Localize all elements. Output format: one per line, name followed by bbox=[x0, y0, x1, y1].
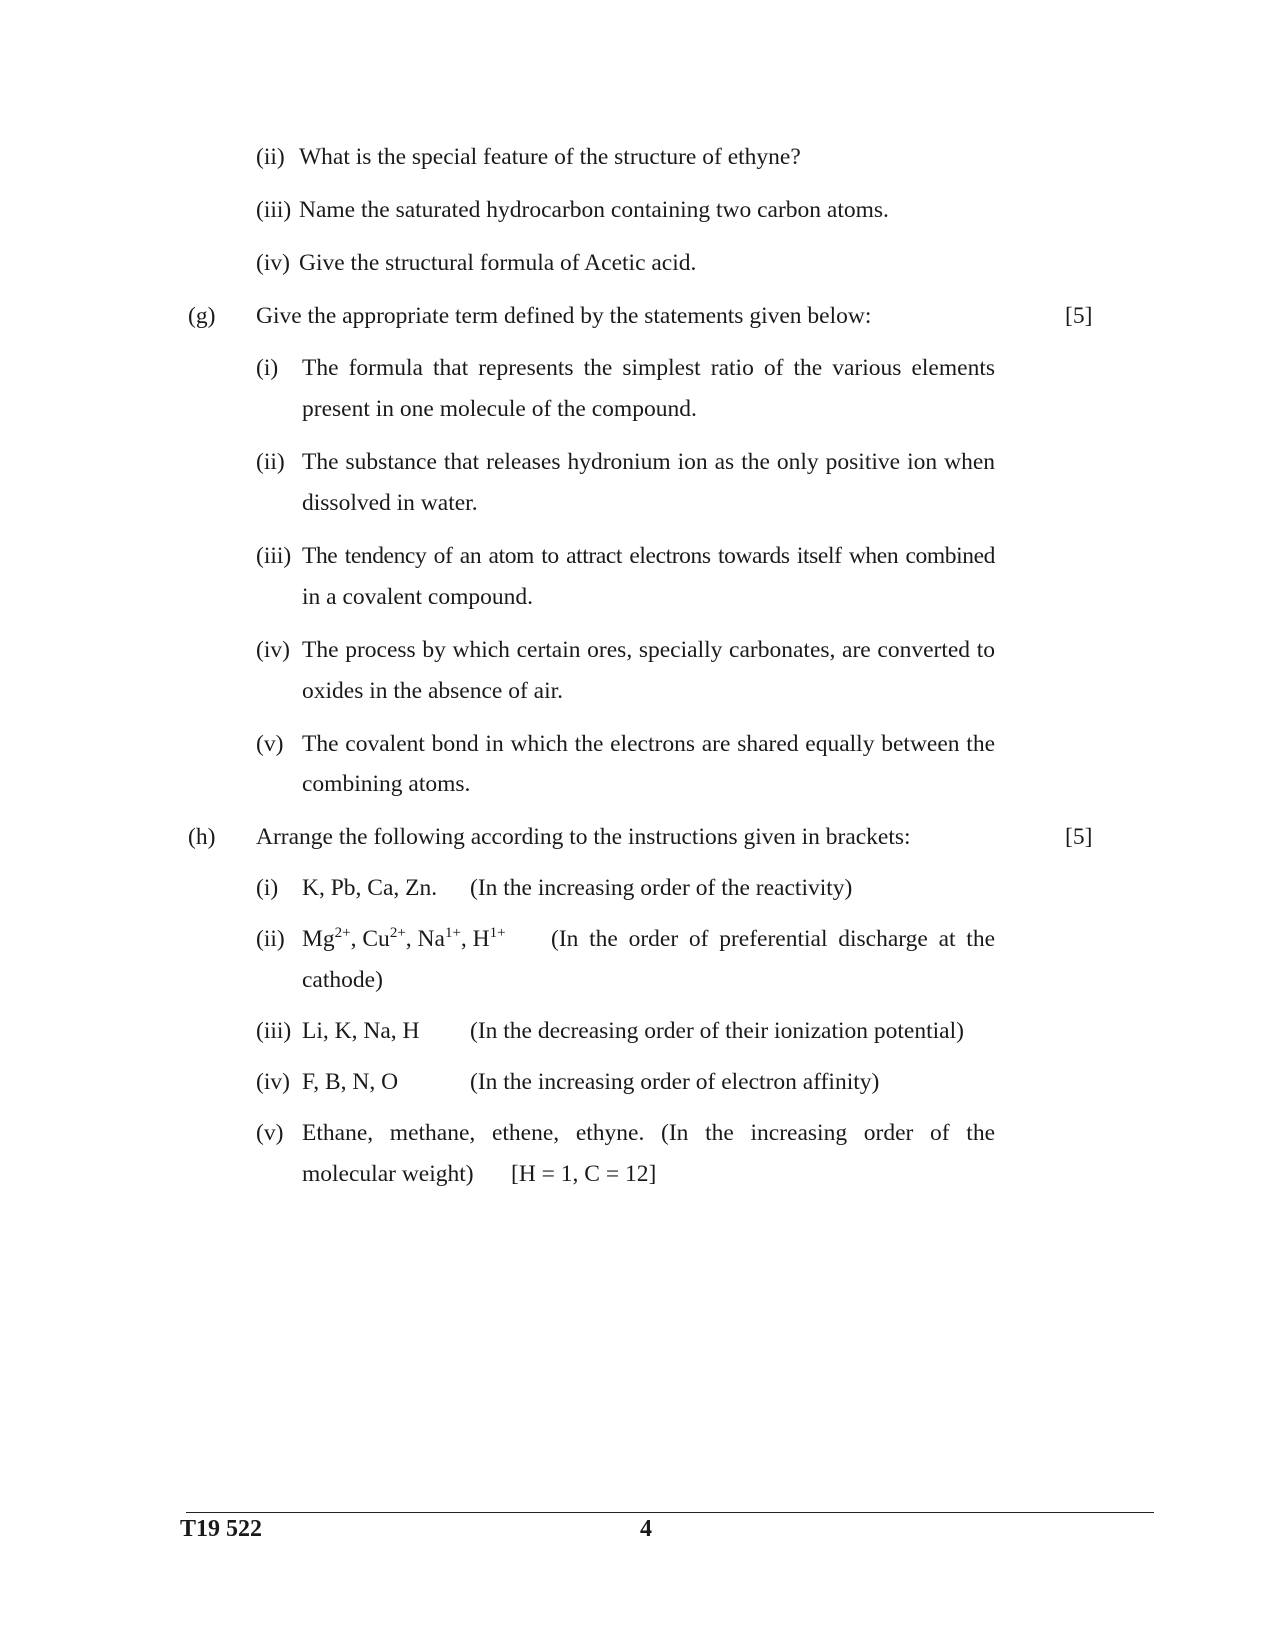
g-ii-line1: The substance that releases hydronium ion as the only positive ion when bbox=[302, 449, 995, 475]
f-iii-num: (iii) bbox=[256, 197, 292, 223]
f-iii-text: Name the saturated hydrocarbon containing two carbon atoms. bbox=[299, 197, 889, 223]
g-iii-line2: in a covalent compound. bbox=[302, 584, 534, 610]
h-marks: [5] bbox=[1065, 824, 1093, 850]
g-i-line1: The formula that represents the simplest ratio of the various elements bbox=[302, 355, 995, 381]
h-iii-num: (iii) bbox=[256, 1018, 292, 1044]
h-v-line2a: molecular weight) bbox=[302, 1161, 474, 1187]
h-ii-instruction: (In the order of preferential discharge at the bbox=[551, 926, 995, 952]
h-iii-instruction: (In the decreasing order of their ionization potential) bbox=[470, 1018, 964, 1044]
g-v-line2: combining atoms. bbox=[302, 771, 471, 797]
h-ii-num: (ii) bbox=[256, 926, 285, 952]
g-ii-line2: dissolved in water. bbox=[302, 490, 478, 516]
h-ii-ions: $Mg^{2+}$, $Cu^{2+}$, $Na^{1+}$, $H^{1+}$ bbox=[302, 925, 506, 952]
g-v-line1: The covalent bond in which the electrons are shared equally between the bbox=[302, 731, 995, 757]
g-iii-num: (iii) bbox=[256, 543, 292, 569]
g-ii-num: (ii) bbox=[256, 449, 285, 475]
page-number: 4 bbox=[640, 1516, 652, 1542]
ion-mg-charge: 2+ bbox=[334, 925, 351, 941]
g-i-num: (i) bbox=[256, 355, 279, 381]
ion-h: H bbox=[472, 926, 490, 952]
h-label: (h) bbox=[188, 824, 216, 850]
g-iv-line2: oxides in the absence of air. bbox=[302, 678, 564, 704]
h-iv-items: F, B, N, O bbox=[302, 1069, 399, 1095]
ion-h-charge: 1+ bbox=[489, 925, 506, 941]
g-question: Give the appropriate term defined by the statements given below: bbox=[256, 303, 872, 329]
h-i-items: K, Pb, Ca, Zn. bbox=[302, 875, 438, 901]
h-i-num: (i) bbox=[256, 875, 279, 901]
g-v-num: (v) bbox=[256, 731, 284, 757]
f-iv-num: (iv) bbox=[256, 250, 290, 276]
g-iii-line1: The tendency of an atom to attract electrons towards itself when combined bbox=[302, 543, 995, 569]
ion-na-charge: 1+ bbox=[444, 925, 461, 941]
ion-cu-charge: 2+ bbox=[389, 925, 406, 941]
footer-rule bbox=[186, 1512, 1154, 1513]
ion-na: Na bbox=[417, 926, 445, 952]
h-iv-num: (iv) bbox=[256, 1069, 290, 1095]
ion-cu: Cu bbox=[362, 926, 390, 952]
f-iv-text: Give the structural formula of Acetic acid. bbox=[299, 250, 697, 276]
g-i-line2: present in one molecule of the compound. bbox=[302, 396, 697, 422]
g-label: (g) bbox=[188, 303, 216, 329]
h-v-num: (v) bbox=[256, 1120, 284, 1146]
g-iv-num: (iv) bbox=[256, 637, 290, 663]
h-iv-instruction: (In the increasing order of electron affinity) bbox=[470, 1069, 880, 1095]
paper-code: T19 522 bbox=[180, 1516, 263, 1542]
g-marks: [5] bbox=[1065, 303, 1093, 329]
g-iv-line1: The process by which certain ores, specially carbonates, are converted to bbox=[302, 637, 995, 663]
h-i-instruction: (In the increasing order of the reactivity) bbox=[470, 875, 853, 901]
h-question: Arrange the following according to the instructions given in brackets: bbox=[256, 824, 911, 850]
f-ii-text: What is the special feature of the structure of ethyne? bbox=[299, 144, 801, 170]
h-ii-line2: cathode) bbox=[302, 967, 383, 993]
h-v-line1: Ethane, methane, ethene, ethyne. (In the increasing order of the bbox=[302, 1120, 995, 1146]
h-v-line2b: [H = 1, C = 12] bbox=[511, 1161, 657, 1187]
ion-mg: Mg bbox=[302, 926, 335, 952]
h-iii-items: Li, K, Na, H bbox=[302, 1018, 420, 1044]
f-ii-num: (ii) bbox=[256, 144, 285, 170]
